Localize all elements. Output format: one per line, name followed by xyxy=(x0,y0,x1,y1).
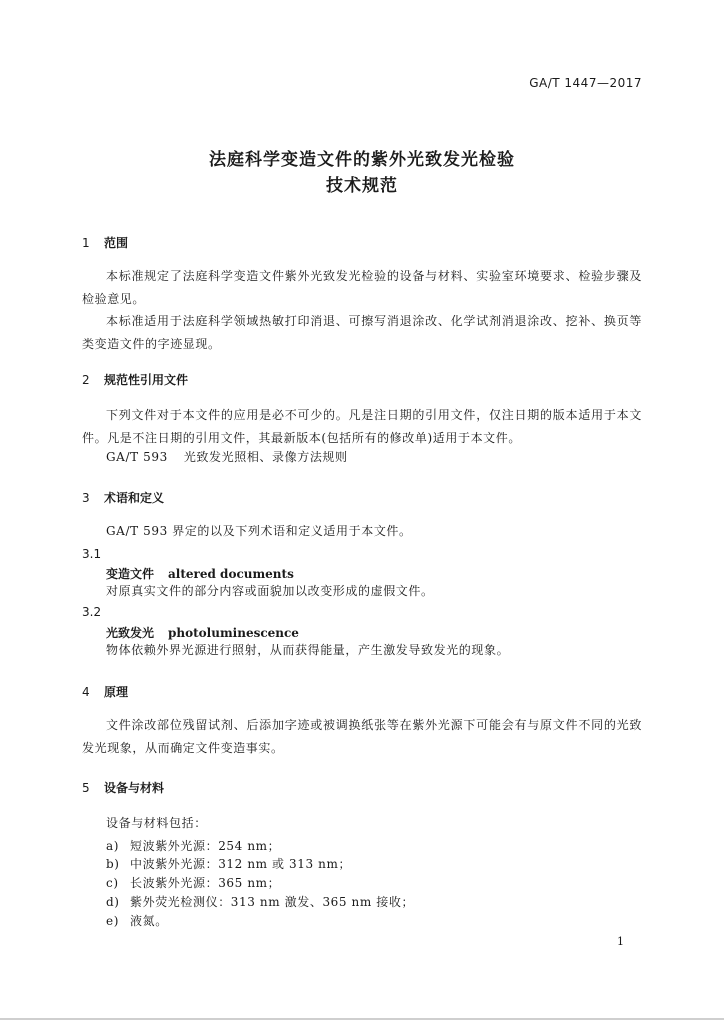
section-number: 1 xyxy=(82,236,90,250)
standard-code: GA/T 1447—2017 xyxy=(529,76,642,90)
list-item xyxy=(106,838,280,854)
term-photoluminescence xyxy=(106,624,299,641)
list-item-letter: b) xyxy=(106,857,120,871)
section-number: 3 xyxy=(82,491,90,505)
section-title: 规范性引用文件 xyxy=(104,373,189,387)
section-5-intro: 设备与材料包括： xyxy=(106,816,207,830)
clause-number-3-1: 3.1 xyxy=(82,547,102,561)
section-2-paragraph-1: 下列文件对于本文件的应用是必不可少的。凡是注日期的引用文件，仅注日期的版本适用于本文件。凡是不注日期的引用文件，其最新版本(包括所有的修改单)适用于本文件。 xyxy=(82,408,642,445)
list-item-letter: d) xyxy=(106,895,120,909)
list-item-text: 短波紫外光源：254 nm； xyxy=(130,839,281,853)
reference-title: 光致发光照相、录像方法规则 xyxy=(183,450,348,464)
section-title: 术语和定义 xyxy=(104,491,165,505)
section-1-heading xyxy=(82,234,128,251)
document-title-line2: 技术规范 xyxy=(326,176,398,196)
term-altered-documents xyxy=(106,565,294,582)
list-item xyxy=(106,894,414,910)
section-number: 5 xyxy=(82,781,90,795)
term-zh: 光致发光 xyxy=(106,626,155,640)
list-item-text: 中波紫外光源：312 nm 或 313 nm； xyxy=(130,857,352,871)
section-1-paragraph-1: 本标准规定了法庭科学变造文件紫外光致发光检验的设备与材料、实验室环境要求、检验步骤及检验意见。 xyxy=(82,269,642,306)
section-3-heading xyxy=(82,489,164,506)
reference-code: GA/T 593 xyxy=(106,450,168,464)
list-item-letter: e) xyxy=(106,914,119,928)
section-1-paragraph-2: 本标准适用于法庭科学领域热敏打印消退、可擦写消退涂改、化学试剂消退涂改、挖补、换页等类变造文件的字迹显现。 xyxy=(82,314,642,351)
list-item-letter: a) xyxy=(106,839,120,853)
page-number: 1 xyxy=(617,935,624,948)
section-number: 4 xyxy=(82,685,90,699)
section-2-heading xyxy=(82,371,188,388)
document-title-line1: 法庭科学变造文件的紫外光致发光检验 xyxy=(209,150,515,170)
clause-number-3-2: 3.2 xyxy=(82,605,102,619)
list-item-text: 液氮。 xyxy=(130,914,168,928)
list-item xyxy=(106,856,351,872)
section-3-intro: GA/T 593 界定的以及下列术语和定义适用于本文件。 xyxy=(106,524,412,538)
term-definition: 物体依赖外界光源进行照射，从而获得能量，产生激发导致发光的现象。 xyxy=(106,643,510,657)
list-item-text: 长波紫外光源：365 nm； xyxy=(130,876,281,890)
section-title: 原理 xyxy=(104,685,129,699)
normative-reference xyxy=(106,449,348,465)
list-item-letter: c) xyxy=(106,876,119,890)
section-4-paragraph-1: 文件涂改部位残留试剂、后添加字迹或被调换纸张等在紫外光源下可能会有与原文件不同的光致发光现象，从而确定文件变造事实。 xyxy=(82,718,642,755)
list-item xyxy=(106,913,168,929)
page-bottom-divider xyxy=(0,1018,724,1020)
term-en: photoluminescence xyxy=(168,626,299,640)
term-zh: 变造文件 xyxy=(106,567,155,581)
section-title: 范围 xyxy=(104,236,129,250)
section-5-heading xyxy=(82,779,164,796)
section-4-heading xyxy=(82,683,128,700)
term-en: altered documents xyxy=(168,567,294,581)
section-number: 2 xyxy=(82,373,90,387)
list-item xyxy=(106,875,280,891)
term-definition: 对原真实文件的部分内容或面貌加以改变形成的虚假文件。 xyxy=(106,584,434,598)
list-item-text: 紫外荧光检测仪：313 nm 激发、365 nm 接收； xyxy=(130,895,415,909)
section-title: 设备与材料 xyxy=(104,781,165,795)
